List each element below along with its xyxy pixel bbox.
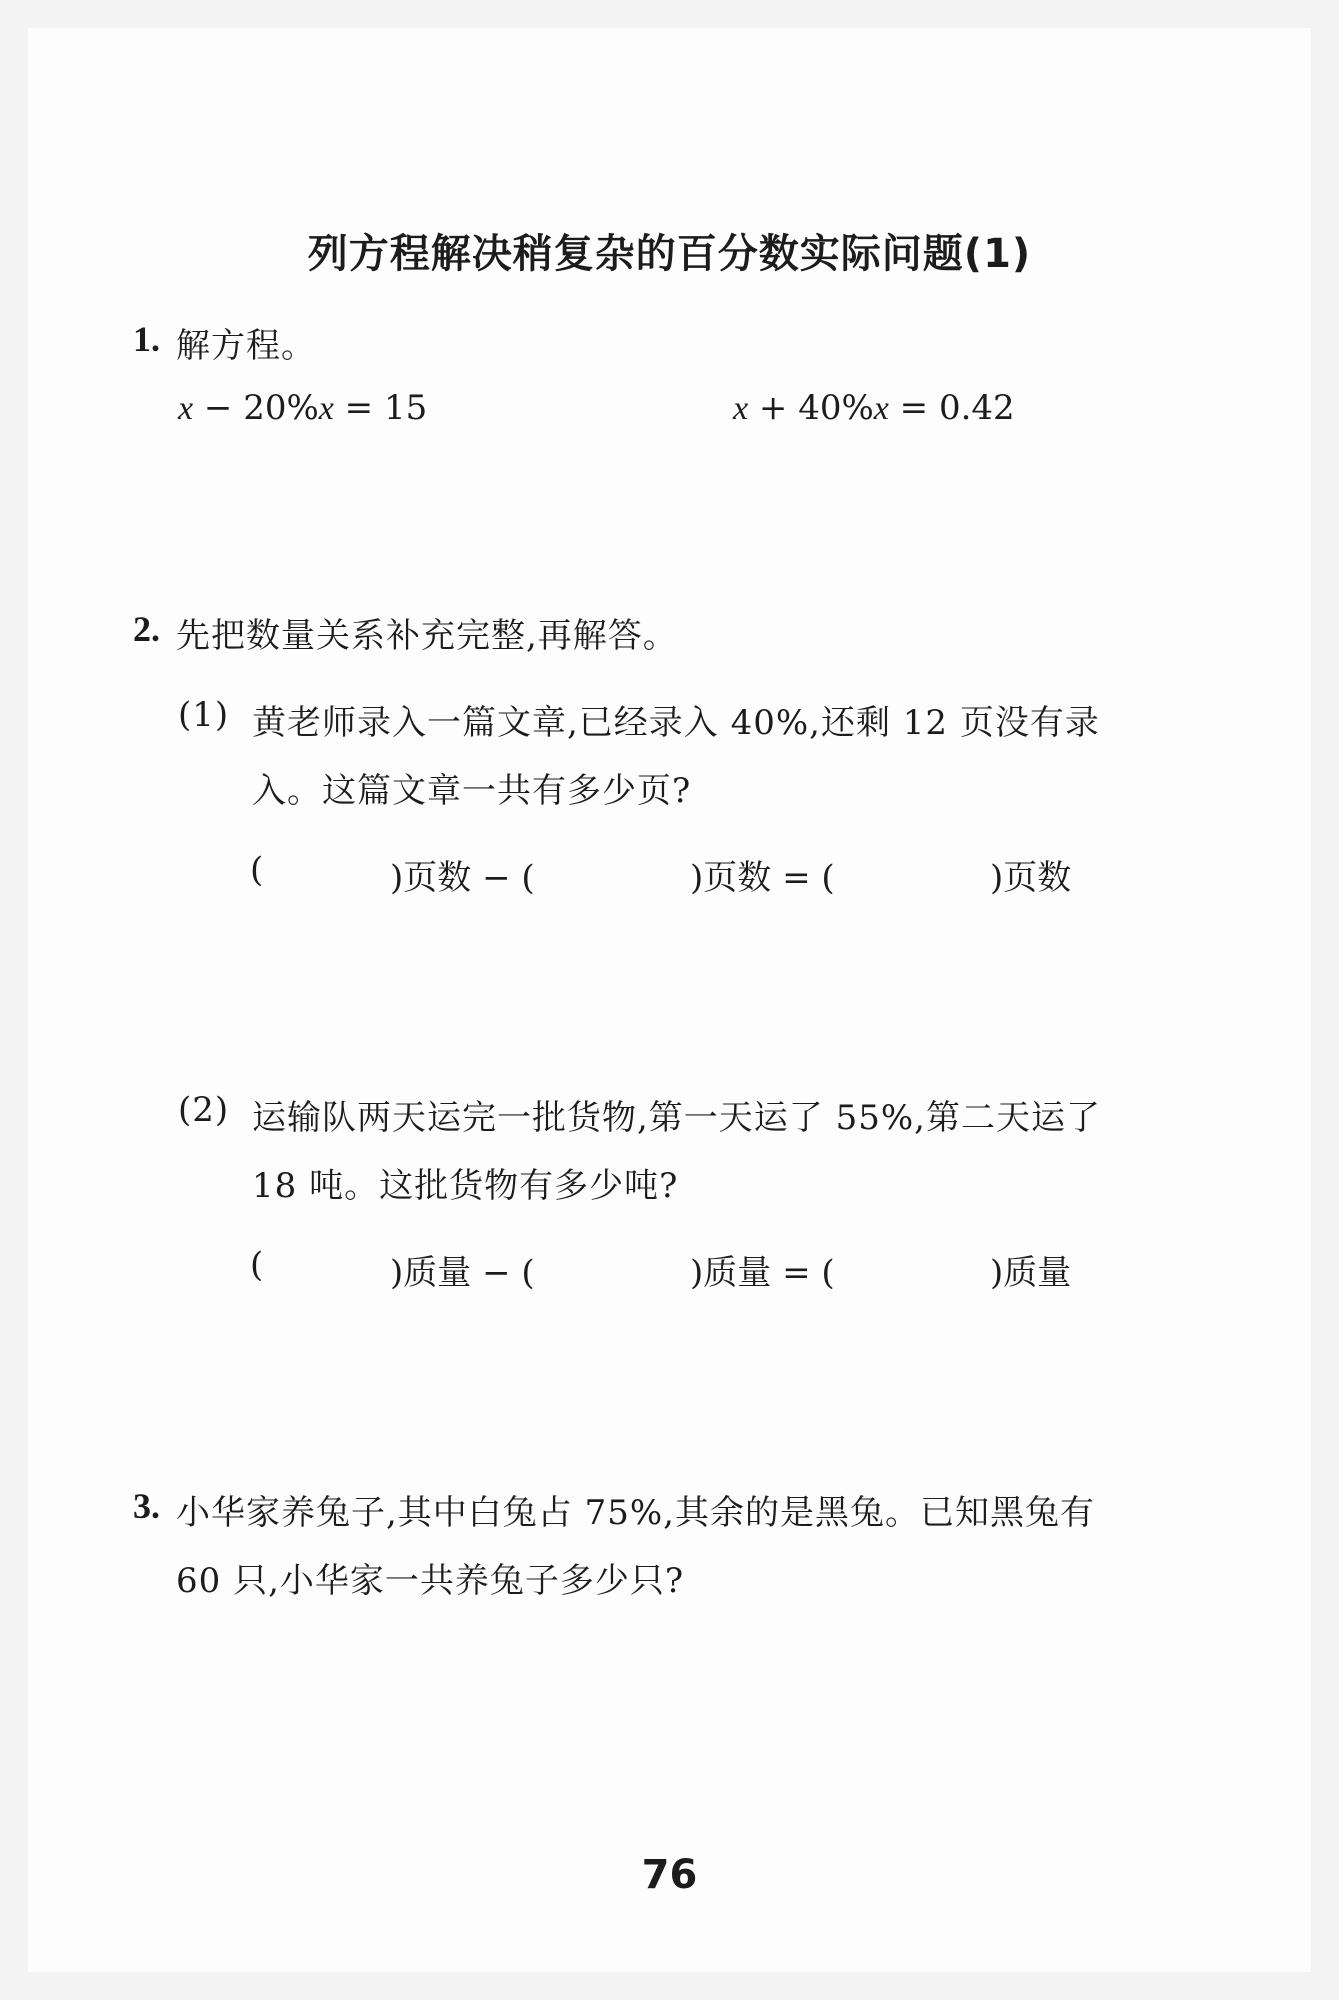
relation-1-part-0: ( (250, 850, 264, 890)
relation-1-part-2: )页数 = ( (690, 858, 835, 898)
question-2-1-line2: 入。这篇文章一共有多少页? (252, 771, 692, 811)
relation-2-part-2: )质量 = ( (690, 1253, 835, 1293)
equation-1-mid: − 20% (193, 388, 319, 428)
equation-2-var: x (733, 390, 749, 427)
question-2-1-line1: 黄老师录入一篇文章,已经录入 40%,还剩 12 页没有录 (252, 703, 1100, 743)
equation-1-var: x (178, 390, 194, 427)
question-2-2-line2: 18 吨。这批货物有多少吨? (252, 1166, 679, 1206)
question-2-prompt: 先把数量关系补充完整,再解答。 (176, 616, 678, 656)
relation-2-part-0: ( (250, 1245, 264, 1285)
page-number: 76 (641, 1852, 698, 1898)
relation-1-part-3: )页数 (990, 858, 1072, 898)
question-1-number: 1. (133, 319, 160, 359)
question-2-2-line1: 运输队两天运完一批货物,第一天运了 55%,第二天运了 (252, 1098, 1101, 1138)
relation-1-part-1: )页数 − ( (390, 858, 535, 898)
question-2-number: 2. (133, 609, 160, 649)
equation-1 (178, 388, 427, 428)
relation-2-part-1: )质量 − ( (390, 1253, 535, 1293)
question-2-1-label: (1) (178, 695, 230, 735)
equation-2-rest: = 0.42 (888, 388, 1015, 428)
question-1-prompt: 解方程。 (176, 326, 316, 366)
question-3-line2: 60 只,小华家一共养兔子多少只? (176, 1561, 685, 1601)
question-3-line1: 小华家养兔子,其中白兔占 75%,其余的是黑兔。已知黑兔有 (176, 1493, 1095, 1533)
question-2-2-label: (2) (178, 1090, 230, 1130)
page-title: 列方程解决稍复杂的百分数实际问题(1) (307, 231, 1032, 277)
equation-1-var2: x (318, 390, 334, 427)
equation-1-rest: = 15 (333, 388, 428, 428)
equation-2-mid: + 40% (748, 388, 874, 428)
equation-2-var2: x (873, 390, 889, 427)
equation-2 (733, 388, 1015, 428)
relation-2-part-3: )质量 (990, 1253, 1072, 1293)
question-3-number: 3. (133, 1486, 160, 1526)
